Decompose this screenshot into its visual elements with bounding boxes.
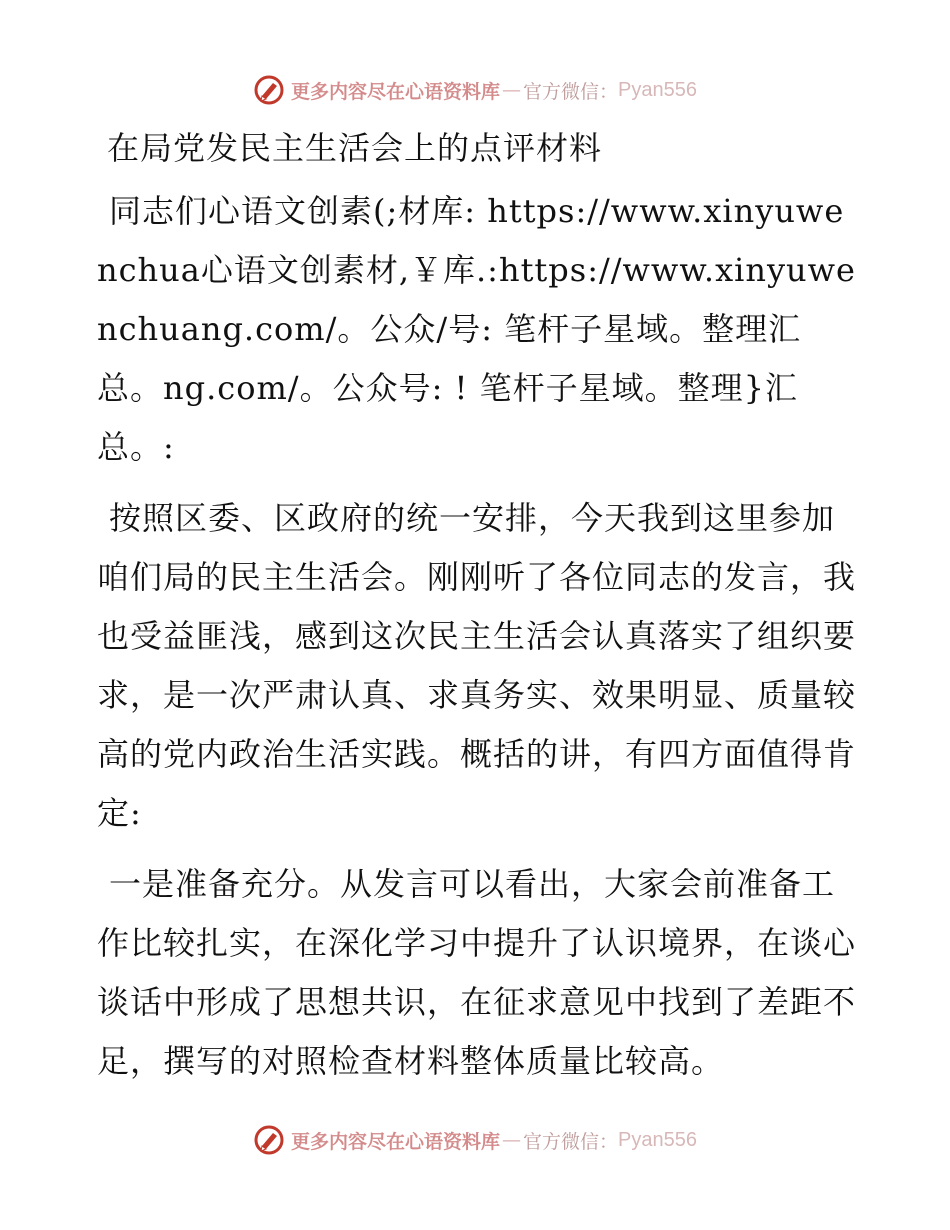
- watermark-official: 官方微信：: [523, 1130, 619, 1153]
- paragraph-greeting: 同志们心语文创素(;材库: https://www.xinyuwenchua心语文创素材,￥库.:https://www.xinyuwenchuang.com/。公众/号: 笔杆子星域。整理汇总。ng.com/。公众号: ! 笔杆子星域。整理}汇总。:: [97, 192, 856, 466]
- footer-watermark: [0, 1120, 950, 1160]
- watermark-brand: 更多内容尽在心语资料库: [291, 80, 501, 103]
- watermark-official: 官方微信：: [523, 80, 619, 103]
- paragraph-point-one: 一是准备充分。从发言可以看出，大家会前准备工作比较扎实，在深化学习中提升了认识境界，在谈心谈话中形成了思想共识，在征求意见中找到了差距不足，撰写的对照检查材料整体质量比较高。: [97, 865, 857, 1080]
- watermark-wechat-id: Pyan556: [618, 78, 697, 101]
- header-watermark: [0, 70, 950, 110]
- paragraph-intro: 按照区委、区政府的统一安排，今天我到这里参加咱们局的民主生活会。刚刚听了各位同志的发言，我也受益匪浅，感到这次民主生活会认真落实了组织要求，是一次严肃认真、求真务实、效果明显、质量较高的党内政治生活实践。概括的讲，有四方面值得肯定:: [97, 499, 857, 832]
- watermark-wechat-id: Pyan556: [618, 1128, 697, 1151]
- watermark-dash: —: [502, 1129, 522, 1151]
- document-body: [97, 120, 857, 1103]
- pen-logo-icon: [253, 74, 285, 106]
- watermark-brand: 更多内容尽在心语资料库: [291, 1130, 501, 1153]
- pen-logo-icon: [253, 1124, 285, 1156]
- watermark-dash: —: [502, 79, 522, 101]
- document-title: 在局党发民主生活会上的点评材料: [107, 129, 603, 167]
